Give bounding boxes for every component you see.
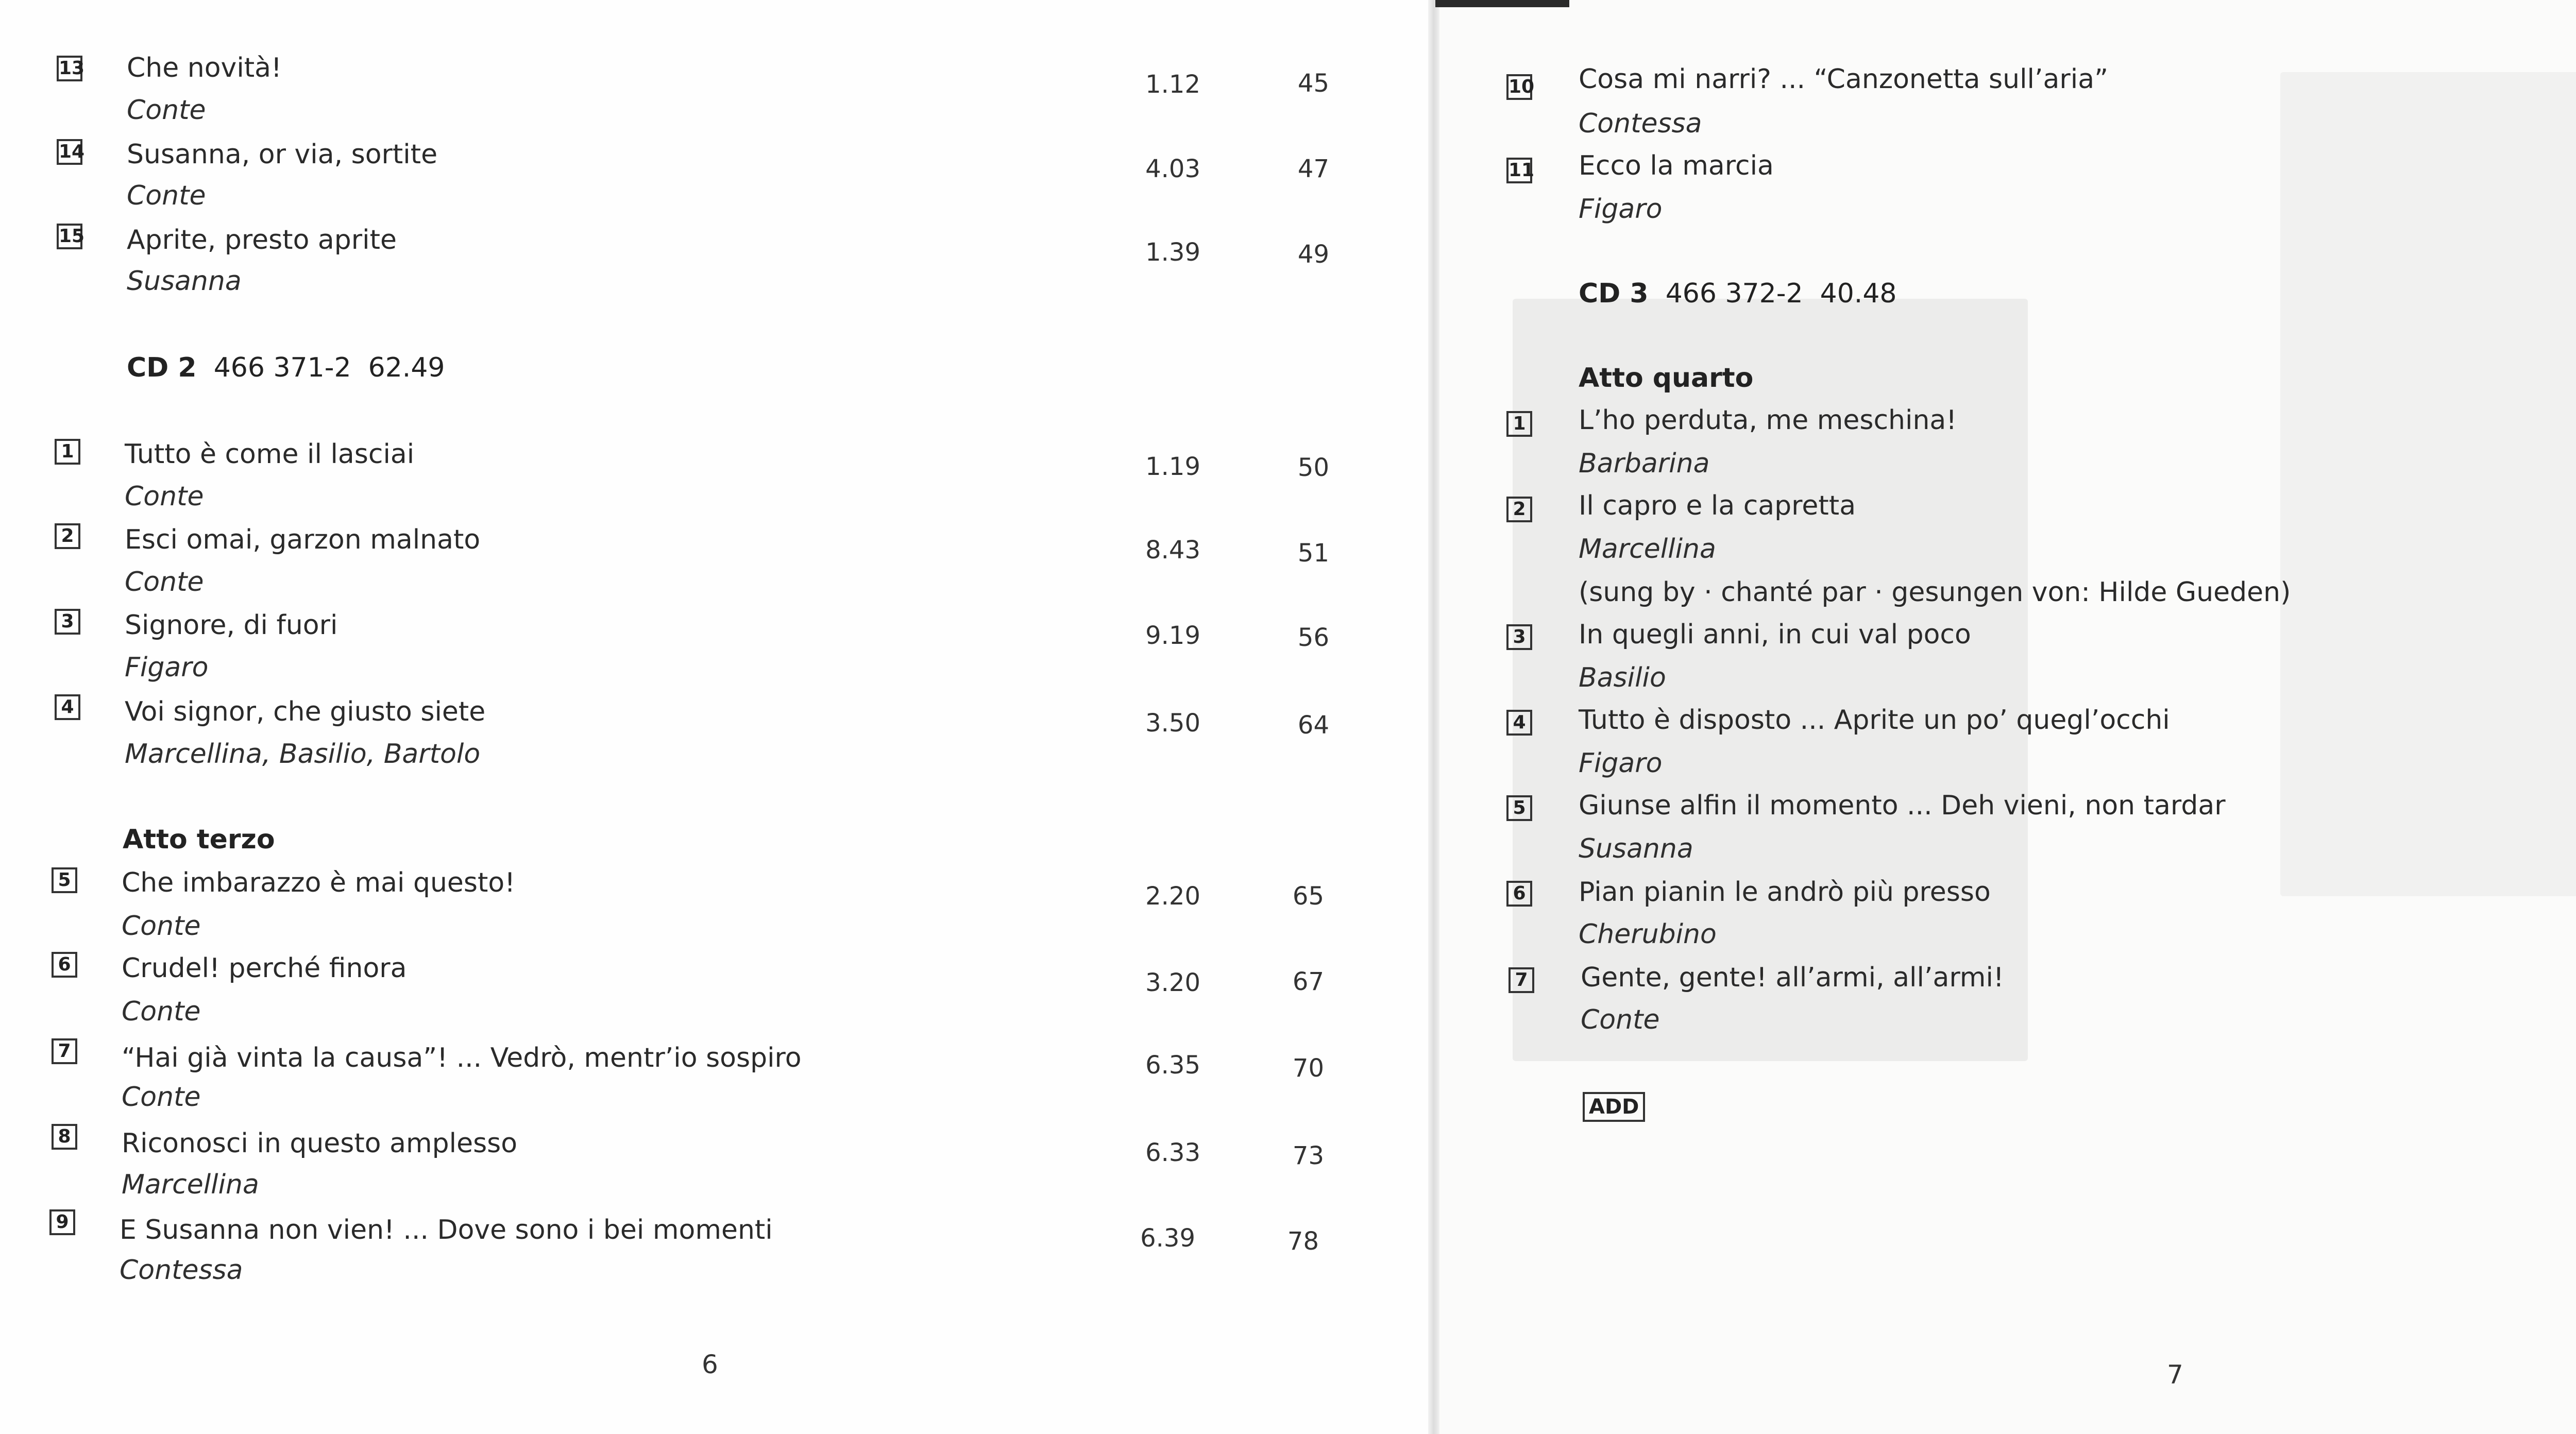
track-role: Conte [127,180,206,211]
track-page: 73 [1292,1141,1324,1170]
track-page: 64 [1297,711,1329,740]
track-note: (sung by · chanté par · gesungen von: Hilde Gueden) [1579,577,2291,608]
track-role: Contessa [120,1255,243,1286]
track-duration: 1.12 [1145,70,1200,99]
track-title: Cosa mi narri? ... “Canzonetta sull’aria” [1579,64,2109,95]
scan-edge [1435,0,1569,7]
track-role: Marcellina [122,1169,259,1200]
track-title: E Susanna non vien! ... Dove sono i bei momenti [120,1215,773,1245]
track-role: Conte [122,911,201,942]
track-number: 6 [1506,881,1532,907]
track-number: 13 [57,56,82,81]
track-title: Tutto è come il lasciai [125,439,415,470]
act-heading: Atto terzo [123,824,275,855]
cd-total: 40.48 [1820,278,1897,309]
page-number: 6 [702,1350,718,1379]
show-through-photo [2280,72,2576,896]
track-title: Pian pianin le andrò più presso [1579,877,1991,908]
track-duration: 8.43 [1145,536,1200,565]
track-number: 4 [55,694,80,720]
track-title: In quegli anni, in cui val poco [1579,619,1971,650]
track-page: 78 [1287,1227,1319,1256]
track-title: Che imbarazzo è mai questo! [122,867,516,898]
track-title: Signore, di fuori [125,610,338,641]
track-number: 3 [1506,624,1532,650]
track-role: Figaro [125,652,209,683]
track-page: 56 [1297,623,1329,652]
track-duration: 6.35 [1145,1051,1200,1080]
track-role: Conte [1581,1004,1660,1035]
track-number: 8 [52,1124,77,1150]
book-gutter [1428,0,1439,1434]
track-title: L’ho perduta, me meschina! [1579,405,1957,436]
track-page: 49 [1297,240,1329,269]
track-duration [2555,966,2576,995]
track-number: 2 [1506,497,1532,522]
track-title: “Hai già vinta la causa”! ... Vedrò, mentr’io sospiro [122,1043,802,1073]
cd-label: CD 3 [1579,278,1649,309]
track-number: 6 [52,952,77,978]
track-duration [2555,881,2576,910]
track-duration: 3.20 [1145,968,1200,997]
track-title: Il capro e la capretta [1579,490,1856,521]
track-number: 10 [1506,74,1532,100]
track-number: 14 [57,139,82,165]
cd-total: 62.49 [368,352,445,383]
track-number: 3 [55,609,80,635]
track-number: 9 [49,1209,75,1235]
cd-header [1579,278,1897,309]
track-role: Conte [122,996,201,1027]
track-number: 2 [55,523,80,549]
act-heading: Atto quarto [1579,363,1754,394]
track-title: Ecco la marcia [1579,150,1774,181]
track-role: Figaro [1579,194,1663,225]
page-number: 7 [2167,1360,2183,1390]
track-duration: 9.19 [1145,621,1200,650]
cd-header [127,352,445,383]
track-number: 7 [1509,967,1534,993]
track-role: Barbarina [1579,448,1710,479]
track-title: Che novità! [127,53,282,83]
track-number: 1 [55,439,80,465]
track-role: Conte [127,95,206,126]
track-role: Figaro [1579,748,1663,779]
track-role: Marcellina [1579,534,1716,565]
track-title: Susanna, or via, sortite [127,139,438,170]
track-role: Marcellina, Basilio, Bartolo [125,739,481,770]
track-title: Gente, gente! all’armi, all’armi! [1581,962,2004,993]
track-number: 15 [57,224,82,249]
track-duration [2555,622,2576,651]
cd-catalog: 466 372-2 [1665,278,1803,309]
track-page: 65 [1292,882,1324,911]
track-number: 11 [1506,158,1532,183]
track-role: Basilio [1579,662,1666,693]
track-title: Tutto è disposto ... Aprite un po’ quegl’occhi [1579,705,2170,736]
track-number: 5 [1506,795,1532,821]
track-page: 51 [1297,539,1329,568]
track-page: 47 [1297,155,1329,183]
track-duration [2555,793,2576,822]
track-role: Susanna [1579,833,1693,864]
track-role: Susanna [127,266,242,297]
track-duration [2555,408,2576,437]
track-duration: 1.39 [1145,238,1200,267]
track-title: Giunse alfin il momento ... Deh vieni, non tardar [1579,790,2226,821]
track-role: Conte [125,481,204,512]
track-page: 45 [1297,69,1329,98]
track-duration: 3.50 [1145,709,1200,738]
track-number: 1 [1506,411,1532,437]
cd-catalog: 466 371-2 [213,352,351,383]
track-title: Riconosci in questo amplesso [122,1128,518,1159]
track-duration [2555,72,2576,101]
track-duration: 6.39 [1140,1224,1195,1253]
track-duration: 4.03 [1145,155,1200,183]
track-page: 67 [1292,967,1324,996]
cd-label: CD 2 [127,352,197,383]
track-duration: 2.20 [1145,882,1200,911]
track-duration [2555,492,2576,521]
track-duration: 6.33 [1145,1138,1200,1167]
track-duration [2555,152,2576,181]
track-number: 7 [52,1038,77,1064]
track-page: 70 [1292,1054,1324,1083]
track-title: Crudel! perché finora [122,953,407,984]
track-title: Voi signor, che giusto siete [125,696,486,727]
track-duration [2555,708,2576,737]
track-role: Contessa [1579,108,1702,139]
track-number: 5 [52,867,77,893]
track-page: 50 [1297,453,1329,482]
track-title: Aprite, presto aprite [127,225,397,255]
track-duration: 1.19 [1145,452,1200,481]
track-title: Esci omai, garzon malnato [125,524,481,555]
track-role: Conte [122,1082,201,1113]
track-role: Cherubino [1579,919,1717,950]
track-number: 4 [1506,710,1532,736]
add-badge: ADD [1583,1092,1645,1122]
track-role: Conte [125,567,204,598]
